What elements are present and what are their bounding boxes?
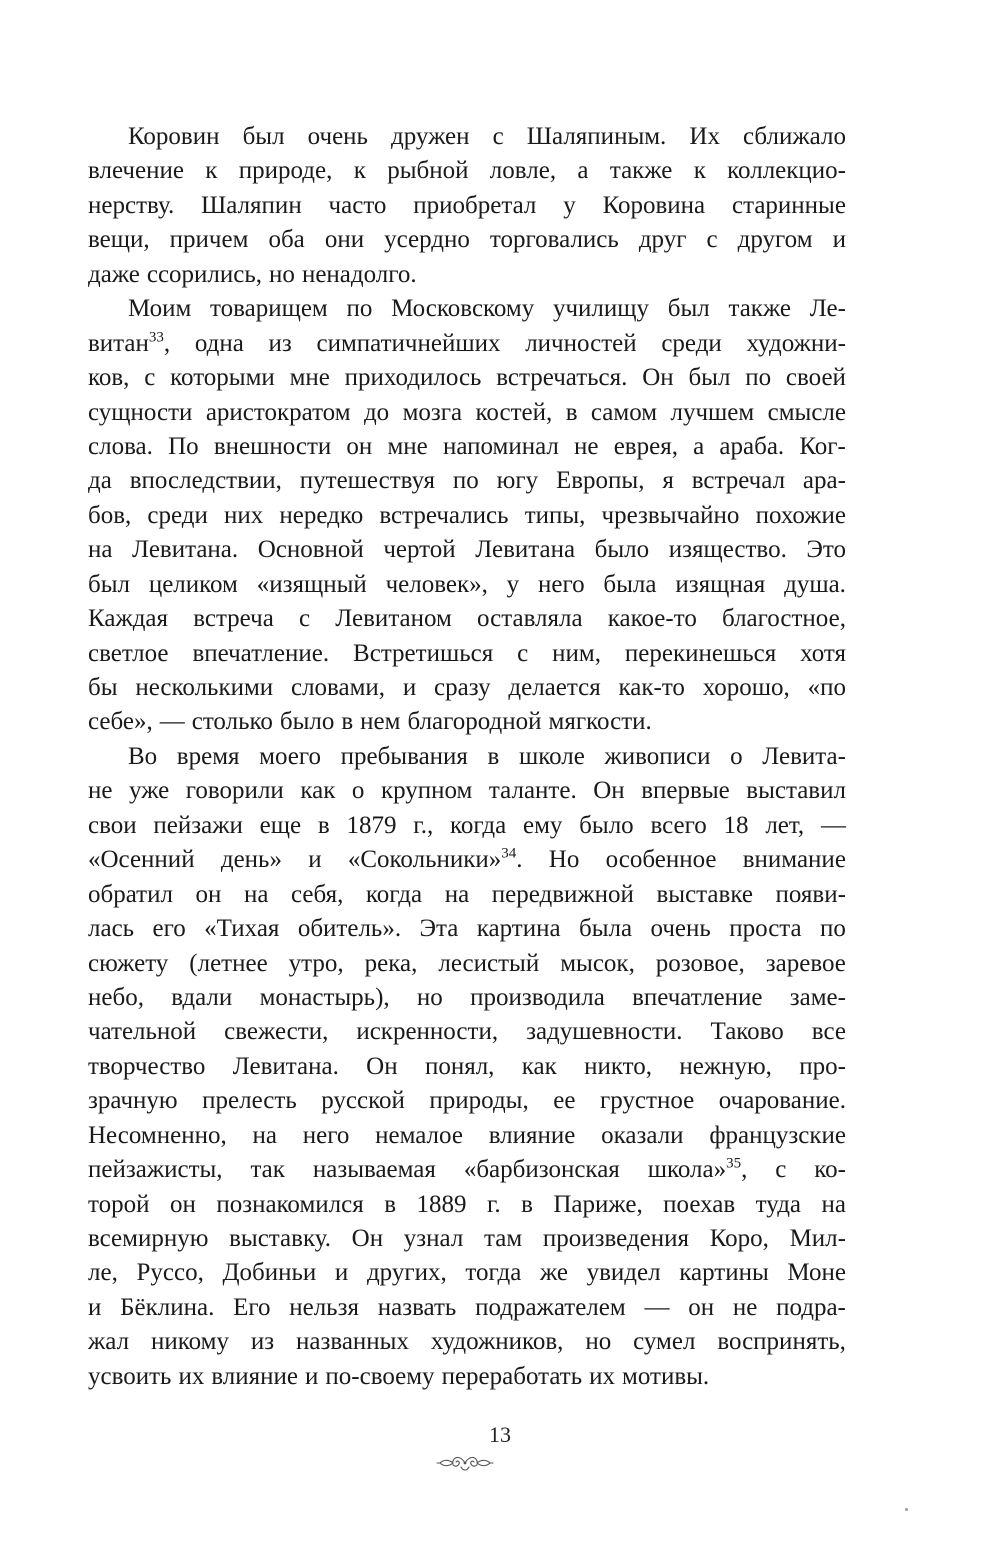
footnote-marker[interactable]: 34 (501, 845, 517, 862)
text-line: витан$^{33}$, одна из симпатичнейших личностей среди художни- (88, 329, 846, 357)
text-line: сюжету (летнее утро, река, лесистый мысок, розовое, заревое (88, 949, 846, 977)
text-line: нерству. Шаляпин часто приобретал у Коровина старинные (88, 191, 846, 219)
text-line: да впоследствии, путешествуя по югу Европы, я встречал ара- (88, 467, 846, 495)
text-line: всемирную выставку. Он узнал там произведения Коро, Мил- (88, 1225, 846, 1252)
body-text (88, 120, 846, 1394)
text-line: на Левитана. Основной чертой Левитана было изящество. Это (88, 536, 846, 564)
text-line: Моим товарищем по Московскому училищу был также Ле- (128, 295, 846, 323)
text-line: Коровин был очень дружен с Шаляпиным. Их сближало (128, 123, 846, 150)
text-line: небо, вдали монастырь), но производила впечатление заме- (88, 983, 846, 1011)
text-line: Несомненно, на него немалое влияние оказали французские (88, 1121, 846, 1149)
corner-dot (905, 1508, 908, 1511)
text-line: влечение к природе, к рыбной ловле, а также к коллекцио- (88, 157, 846, 185)
text-line: сущности аристократом до мозга костей, в самом лучшем смысле (88, 398, 846, 426)
page-number: 13 (489, 1422, 511, 1447)
text-line: и Бёклина. Его нельзя назвать подражателем — он не подра- (88, 1293, 846, 1321)
text-line: светлое впечатление. Встретишься с ним, перекинешься хотя (88, 639, 846, 667)
text-line: обратил он на себя, когда на передвижной выставке появи- (88, 880, 846, 908)
text-line: не уже говорили как о крупном таланте. Он впервые выставил (88, 777, 846, 805)
text-line: Каждая встреча с Левитаном оставляла какое-то благостное, (88, 605, 846, 633)
text-line: ков, с которыми мне приходилось встречаться. Он был по своей (88, 364, 846, 392)
text-line: усвоить их влияние и по-своему переработать их мотивы. (88, 1362, 710, 1390)
text-line: бов, среди них нередко встречались типы, чрезвычайно похожие (88, 501, 846, 529)
text-line: творчество Левитана. Он понял, как никто, нежную, про- (88, 1052, 846, 1080)
flourish-ornament-icon (435, 1452, 495, 1474)
footnote-marker[interactable]: 35 (726, 1155, 742, 1172)
text-line: лась его «Тихая обитель». Эта картина была очень проста по (88, 915, 846, 943)
text-line: пейзажисты, так называемая «барбизонская школа»$^{35}$, с ко- (88, 1155, 846, 1184)
text-line: жал никому из названных художников, но сумел воспринять, (88, 1328, 846, 1356)
text-line: Во время моего пребывания в школе живописи о Левита- (128, 742, 846, 770)
text-line: «Осенний день» и «Сокольники»$^{34}$. Но особенное внимание (88, 845, 846, 874)
text-line: чательной свежести, искренности, задушевности. Таково все (88, 1018, 846, 1046)
text-line: бы несколькими словами, и сразу делается как-то хорошо, «по (88, 674, 846, 701)
text-line: себе», — столько было в нем благородной мягкости. (88, 708, 652, 736)
text-line: даже ссорились, но ненадолго. (88, 260, 417, 288)
text-line: торой он познакомился в 1889 г. в Париже, поехав туда на (88, 1190, 846, 1218)
text-line: ле, Руссо, Добиньи и других, тогда же увидел картины Моне (88, 1259, 846, 1287)
text-line: слова. По внешности он мне напоминал не еврея, а араба. Ког- (88, 432, 846, 460)
footnote-marker[interactable]: 33 (148, 329, 164, 346)
text-line: свои пейзажи еще в 1879 г., когда ему было всего 18 лет, — (88, 811, 846, 839)
text-line: был целиком «изящный человек», у него была изящная душа. (88, 570, 846, 598)
text-line: вещи, причем оба они усердно торговались друг с другом и (88, 226, 846, 254)
text-line: зрачную прелесть русской природы, ее грустное очарование. (88, 1087, 846, 1115)
